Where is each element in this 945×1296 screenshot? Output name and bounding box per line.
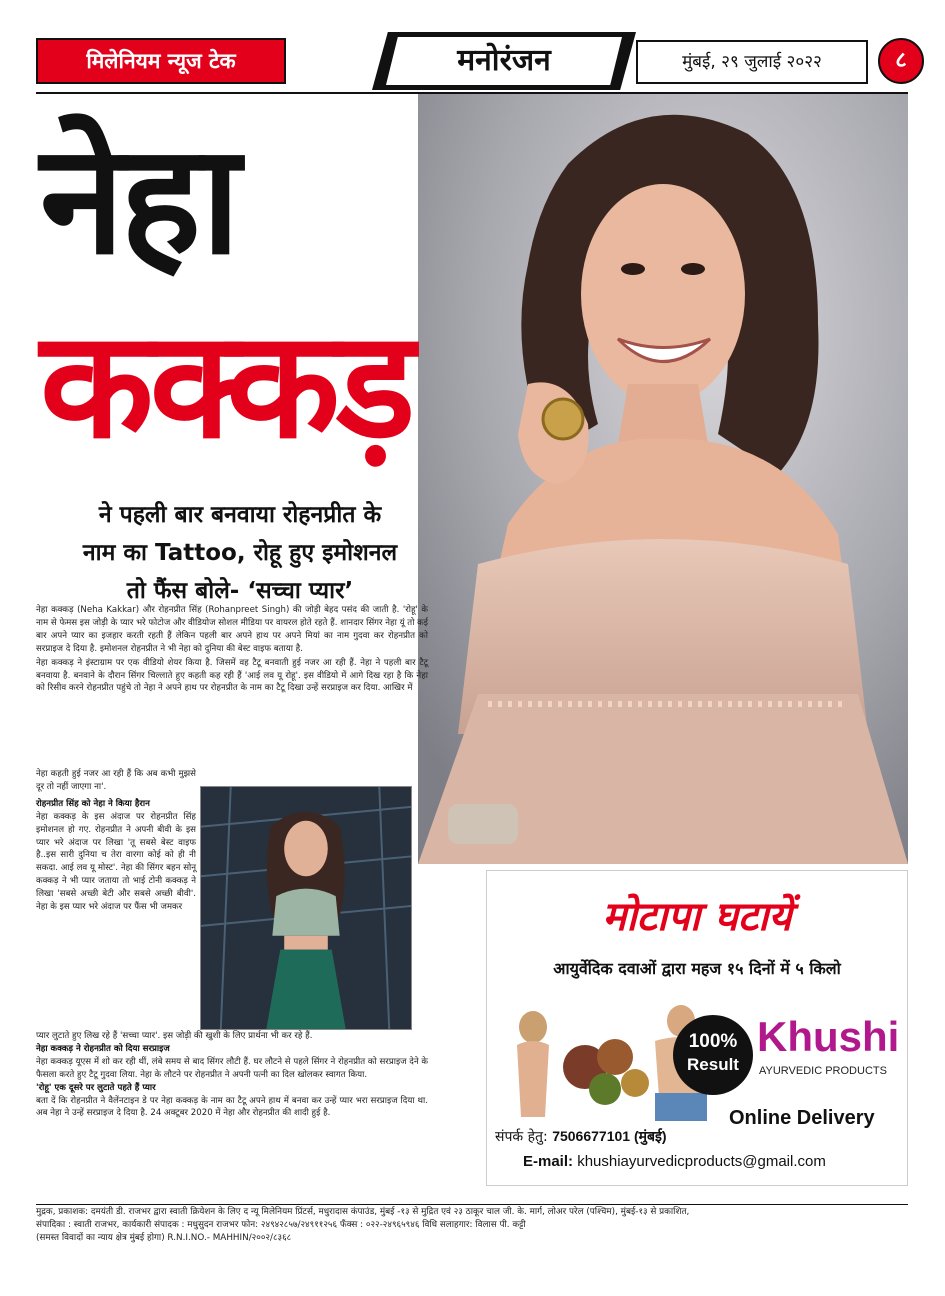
article-column-narrow [36,768,196,914]
online-delivery: Online Delivery [729,1107,875,1129]
email-label: E-mail: [523,1153,574,1170]
email-info [523,1153,826,1170]
subheadline-line-2: नाम का Tattoo, रोहू हुए इमोशनल [82,540,398,566]
publication-name: मिलेनियम न्यूज टेक [36,38,286,84]
result-percent: 100% [688,1031,738,1052]
imprint-line: (समस्त विवादों का न्याय क्षेत्र मुंबई होगा) R.N.I.NO.- MAHHIN/२००२/८३६८ [36,1233,292,1243]
masthead [36,32,908,90]
result-label: Result [687,1055,739,1074]
article-body-bottom [36,1030,428,1120]
article-paragraph: नेहा कक्कड़ यूएस में शो कर रही थीं, लंबे समय से बाद सिंगर लौटी हैं. घर लौटने से पहले सिंगर ने रोहनप्रीत को सरप्राइज देने के फैसला करते हुए टैटू गुदवा लिया. नेहा के लौटने पर रोहनप्रीत ने अपनी पत्नी का दिल खोलकर स्वागत किया. [36,1056,428,1080]
article-paragraph: नेहा कक्कड़ (Neha Kakkar) और रोहनप्रीत सिंह (Rohanpreet Singh) की जोड़ी बेहद पसंद की जाती है. 'रोहू' के नाम से फेमस इस जोड़ी के प्यार भरे फोटोज और वीडियोज सोशल मीडिया पर वायरल होते रहते हैं. शानदार सिंगर नेहा यूं तो कई बार अपने प्यार का इजहार करती रहती हैं लेकिन पहली बार अपने हाथ पर अपने मियां का नाम गुदवा कर रोहनप्रीत को सरप्राइज दे दिया है. इमोशनल रोहनप्रीत ने भी नेहा को दुनिया की बेस्ट वाइफ बताया है. [36,605,428,654]
issue-date: मुंबई, २९ जुलाई २०२२ [636,40,868,84]
footer-divider [36,1204,908,1205]
article-paragraph: बता दें कि रोहनप्रीत ने वैलेंनटाइन डे पर नेहा कक्कड़ के नाम का टैटू अपने हाथ में बनवा कर उन्हें प्यार भरा सरप्राइज दिया था. अब नेहा ने उन्हें सरप्राइज दे दिया है. 24 अक्टूबर 2020 में नेहा और रोहनप्रीत की शादी हुई है. [36,1095,428,1119]
brand-logo: Khushi [757,1013,900,1060]
ad-title: मोटापा घटायें [602,894,792,940]
headline-line-1: नेहा [40,111,237,288]
section-title: मनोरंजन [457,43,551,78]
brand-subtitle: AYURVEDIC PRODUCTS [759,1065,887,1077]
inset-photo [200,786,412,1030]
subheadline-line-3: तो फैंस बोले- ‘सच्चा प्यार’ [126,578,354,604]
article-subheading: नेहा कक्कड़ ने रोहनप्रीत को दिया सरप्राइज [36,1043,170,1054]
article-paragraph: नेहा कक्कड़ ने इंस्टाग्राम पर एक वीडियो शेयर किया है. जिसमें वह टैटू बनवाती हुई नजर आ रही हैं. नेहा ने पहली बार टैटू बनवाया है. बनवाने के दौरान सिंगर चिल्लाते हुए कहती कह रही हैं 'आई लव यू रोहू'. इस वीडियो में आगे दिख रहा है कि नेहा को रिसीव करने रोहनप्रीत पहुंचे तो नेहा ने अपने हाथ पर रोहनप्रीत के नाम का टैटू दिखा उन्हें सरप्राइज कर दिया. आखिर में [36,657,428,694]
imprint-line: संपादिका : स्वाती राजभर, कार्यकारी संपादक : मधुसुदन राजभर फोन: २४९४२८५७/२४९११२५६ फँक्स : ०२२-२४९६५९४६ विधि सलाहगार: विलास पी. कट्टी [36,1220,526,1230]
article-paragraph: नेहा कहती हुई नजर आ रही हैं कि अब कभी मुझसे दूर तो नहीं जाएगा ना'. [36,769,196,792]
imprint-footer [36,1206,908,1245]
headline-line-2: कक्कड़ [40,299,412,471]
subheadline [40,496,440,610]
main-photo [418,94,908,864]
ad-subtitle: आयुर्वेदिक दवाओं द्वारा महज १५ दिनों में ५ किलो [553,959,841,978]
advertisement [486,870,908,1186]
email-address: khushiayurvedicproducts@gmail.com [577,1153,826,1170]
result-badge [673,1015,753,1095]
subheadline-line-1: ने पहली बार बनवाया रोहनप्रीत के [98,502,382,528]
article-paragraph: प्यार लुटाते हुए लिख रहे हैं 'सच्चा प्यार'. इस जोड़ी की खुशी के लिए प्रार्थना भी कर रहे हैं. [36,1031,313,1041]
contact-number: 7506677101 (मुंबई) [552,1128,667,1144]
article-paragraph: नेहा कक्कड़ के इस अंदाज पर रोहनप्रीत सिंह इमोशनल हो गए. रोहनप्रीत ने अपनी बीवी के इस प्यार भरे अंदाज पर लिखा 'तू सबसे बेस्ट वाइफ है..इस सारी दुनिया च तेरा वारगा कोई को ही नी सकदा. आई लव यू मोस्ट'. नेहा की सिंगर बहन सोनू कक्कड़ ने भी प्यार जताया तो भाई टोनी कक्कड़ ने लिखा 'सबसे अच्छी बेटी और सबसे अच्छी बीवी'. नेहा के इस प्यार भरे अंदाज पर फैंस भी जमकर [36,811,196,913]
contact-label: संपर्क हेतु: [495,1129,548,1145]
article-subheading: 'रोहू' एक दूसरे पर लुटाते पहते हैं प्यार [36,1082,156,1093]
article-subheading: रोहनप्रीत सिंह को नेहा ने किया हैरान [36,798,150,809]
contact-info [495,1127,667,1146]
page-number: ८ [878,38,924,84]
article-body-top [36,604,428,696]
imprint-line: मुद्रक, प्रकाशक: दमयंती डी. राजभर द्वारा स्वाती क्रियेशन के लिए द न्यू मिलेनियम प्रिंटर्स, मधुरादास कंपाउंड, मुंबई -१३ से मुद्रित एवं २३ ठाकूर चाल जी. के. मार्ग, लोअर परेल (पश्चिम), मुंबई-१३ से प्रकाशित, [36,1207,690,1217]
